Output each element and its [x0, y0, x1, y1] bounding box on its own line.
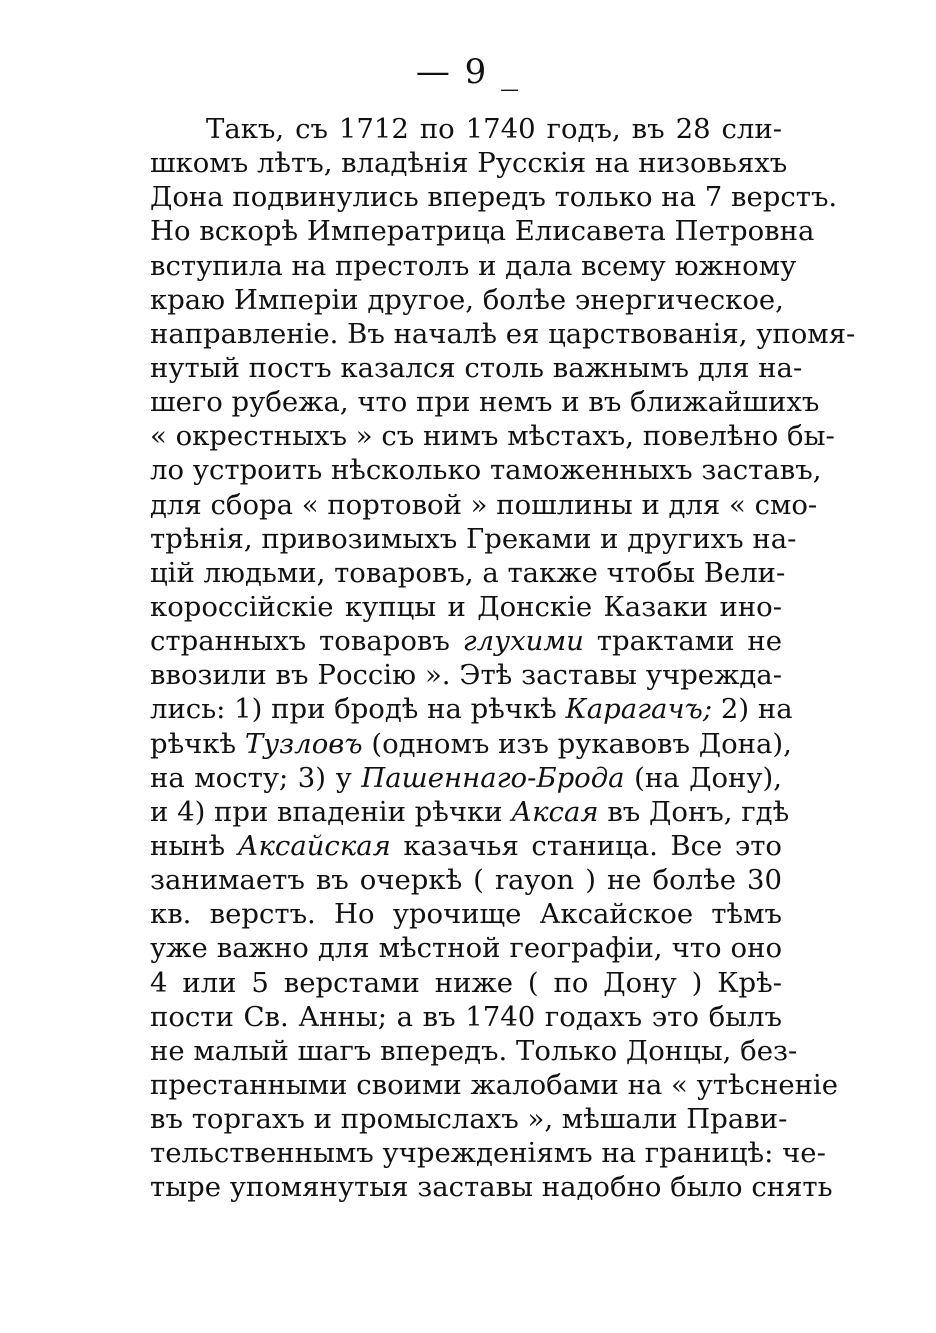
text-line: ло устроить нѣсколько таможенныхъ заставъ, — [150, 454, 822, 487]
text-line: Но вскорѣ Императрица Елисавета Петровна — [150, 215, 815, 248]
text-fragment: рѣчкѣ — [150, 727, 237, 760]
text-line: короссійскіе купцы и Донскіе Казаки ино- — [150, 590, 782, 623]
text-line: 4 или 5 верстами ниже ( по Дону ) Крѣ- — [150, 966, 782, 999]
text-line: шкомъ лѣтъ, владѣнія Русскія на низовьяхъ — [150, 147, 788, 180]
text-fragment: странныхъ товаровъ — [150, 625, 450, 658]
text-line: Такъ, съ 1712 по 1740 годъ, въ 28 сли- — [206, 113, 782, 145]
text-line — [150, 727, 792, 761]
text-fragment: (на Дону), — [634, 761, 782, 794]
text-line: шего рубежа, что при немъ и въ ближайшихъ — [150, 386, 820, 419]
italic-text-fragment: глухими — [462, 625, 584, 658]
text-fragment: и 4) при впаденіи рѣчки — [150, 795, 503, 828]
italic-text-fragment: Карагачъ; — [565, 693, 713, 726]
text-line: для сбора « портовой » пошлины и для « смо- — [150, 488, 818, 521]
text-fragment: въ Донъ, гдѣ — [607, 795, 790, 828]
text-line: престанными своими жалобами на « утѣсненіе — [150, 1068, 838, 1101]
text-line: тельственнымъ учрежденіямъ на границѣ: че- — [150, 1137, 826, 1170]
text-line: не малый шагъ впередъ. Только Донцы, без- — [150, 1034, 798, 1067]
text-line: кв. верстъ. Но урочище Аксайское тѣмъ — [150, 898, 782, 931]
text-line: трѣнія, привозимыхъ Греками и другихъ на- — [150, 522, 797, 555]
text-fragment: 2) на — [720, 693, 793, 726]
italic-text-fragment: Аксая — [511, 795, 599, 828]
text-line: уже важно для мѣстной географіи, что оно — [150, 932, 782, 965]
text-line: цій людьми, товаровъ, а также чтобы Вели- — [150, 556, 786, 589]
text-fragment: (одномъ изъ рукавовъ Дона), — [371, 727, 792, 760]
text-fragment: лись: 1) при бродѣ на рѣчкѣ — [150, 693, 557, 726]
text-line — [150, 692, 793, 726]
text-line — [150, 795, 790, 829]
text-fragment: на мосту; 3) у — [150, 761, 352, 794]
text-line — [150, 761, 782, 795]
text-line — [150, 624, 782, 658]
italic-text-fragment: Аксайская — [237, 829, 391, 862]
text-line — [150, 829, 782, 863]
text-line: нутый постъ казался столь важнымъ для на- — [150, 351, 803, 384]
text-line: пости Св. Анны; а въ 1740 годахъ это былъ — [150, 1000, 782, 1033]
text-fragment: нынѣ — [150, 829, 226, 862]
text-line: ввозили въ Россію ». Этѣ заставы учрежда- — [150, 659, 782, 692]
page-number: — 9 _ — [415, 52, 521, 92]
text-fragment: казачья станица. Все это — [403, 829, 782, 862]
text-body — [150, 112, 856, 1205]
text-fragment: трактами не — [596, 625, 782, 658]
italic-text-fragment: Тузловъ — [244, 727, 363, 760]
text-line: « окрестныхъ » съ нимъ мѣстахъ, повелѣно бы- — [150, 420, 835, 453]
text-line: Дона подвинулись впередъ только на 7 верстъ. — [150, 181, 838, 214]
text-line: вступила на престолъ и дала всему южному — [150, 249, 797, 282]
text-line: направленіе. Въ началѣ ея царствованія, упомя- — [150, 317, 856, 350]
text-line: краю Имперіи другое, болѣе энергическое, — [150, 283, 784, 316]
italic-text-fragment: Пашеннаго-Брода — [361, 761, 625, 794]
text-line: тыре упомянутыя заставы надобно было снять — [150, 1171, 833, 1204]
text-line: занимаетъ въ очеркѣ ( rayon ) не болѣе 30 — [150, 864, 782, 897]
text-line: въ торгахъ и промыслахъ », мѣшали Прави- — [150, 1103, 788, 1136]
